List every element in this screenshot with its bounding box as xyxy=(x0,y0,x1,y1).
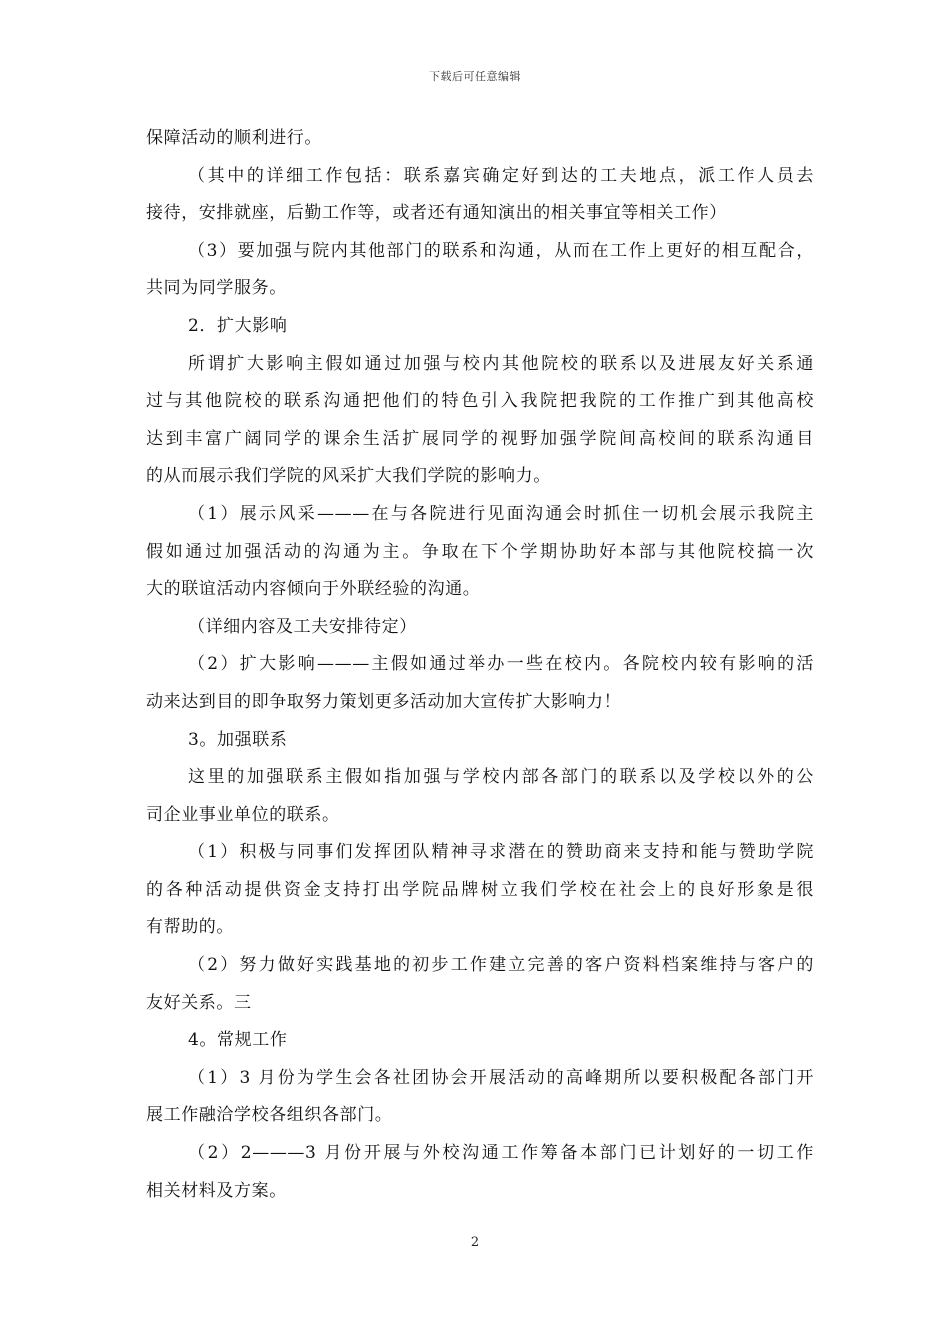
text-line: （1）积极与同事们发挥团队精神寻求潜在的赞助商来支持和能与赞助学院 xyxy=(188,842,814,863)
text-line: 相关材料及方案。 xyxy=(146,1180,287,1201)
text-line: （2）扩大影响———主假如通过举办一些在校内。各院校内较有影响的活 xyxy=(188,654,814,675)
text-line: 动来达到目的即争取努力策划更多活动加大宣传扩大影响力！ xyxy=(146,691,622,712)
text-line: （1）展示风采———在与各院进行见面沟通会时抓住一切机会展示我院主 xyxy=(188,503,814,524)
text-line: 友好关系。三 xyxy=(146,992,252,1013)
document-body xyxy=(146,120,814,1210)
text-line: 共同为同学服务。 xyxy=(146,278,287,299)
text-line: 有帮助的。 xyxy=(146,917,234,938)
text-line: 4。常规工作 xyxy=(188,1030,288,1051)
text-line: 司企业事业单位的联系。 xyxy=(146,804,340,825)
page-header: 下载后可任意编辑 xyxy=(429,70,521,83)
page-number: 2 xyxy=(470,1235,480,1250)
text-line: 接待，安排就座，后勤工作等，或者还有通知演出的相关事宜等相关工作） xyxy=(146,203,727,224)
text-line: 展工作融洽学校各组织各部门。 xyxy=(146,1105,393,1126)
text-line: （2）努力做好实践基地的初步工作建立完善的客户资料档案维持与客户的 xyxy=(188,955,814,976)
text-line: 所谓扩大影响主假如通过加强与校内其他院校的联系以及进展友好关系通 xyxy=(188,353,814,374)
text-line: 3。加强联系 xyxy=(188,729,288,750)
text-line: （其中的详细工作包括：联系嘉宾确定好到达的工夫地点，派工作人员去 xyxy=(188,165,814,186)
text-line: 的从而展示我们学院的风采扩大我们学院的影响力。 xyxy=(146,466,551,487)
text-line: （2）2———3 月份开展与外校沟通工作筹备本部门已计划好的一切工作 xyxy=(188,1143,814,1164)
text-line: 保障活动的顺利进行。 xyxy=(146,128,322,148)
text-line: 2．扩大影响 xyxy=(188,315,288,336)
text-line: （1）3 月份为学生会各社团协会开展活动的高峰期所以要积极配各部门开 xyxy=(188,1067,814,1088)
text-line: 达到丰富广阔同学的课余生活扩展同学的视野加强学院间高校间的联系沟通目 xyxy=(146,428,814,449)
text-line: 这里的加强联系主假如指加强与学校内部各部门的联系以及学校以外的公 xyxy=(188,767,814,788)
text-line: 假如通过加强活动的沟通为主。争取在下个学期协助好本部与其他院校搞一次 xyxy=(146,541,814,562)
text-line: 的各种活动提供资金支持打出学院品牌树立我们学校在社会上的良好形象是很 xyxy=(146,879,814,900)
text-line: 大的联谊活动内容倾向于外联经验的沟通。 xyxy=(146,579,481,600)
text-line: （3）要加强与院内其他部门的联系和沟通，从而在工作上更好的相互配合， xyxy=(188,240,814,261)
text-line: （详细内容及工夫安排待定） xyxy=(188,616,417,637)
text-line: 过与其他院校的联系沟通把他们的特色引入我院把我院的工作推广到其他高校 xyxy=(146,391,814,412)
